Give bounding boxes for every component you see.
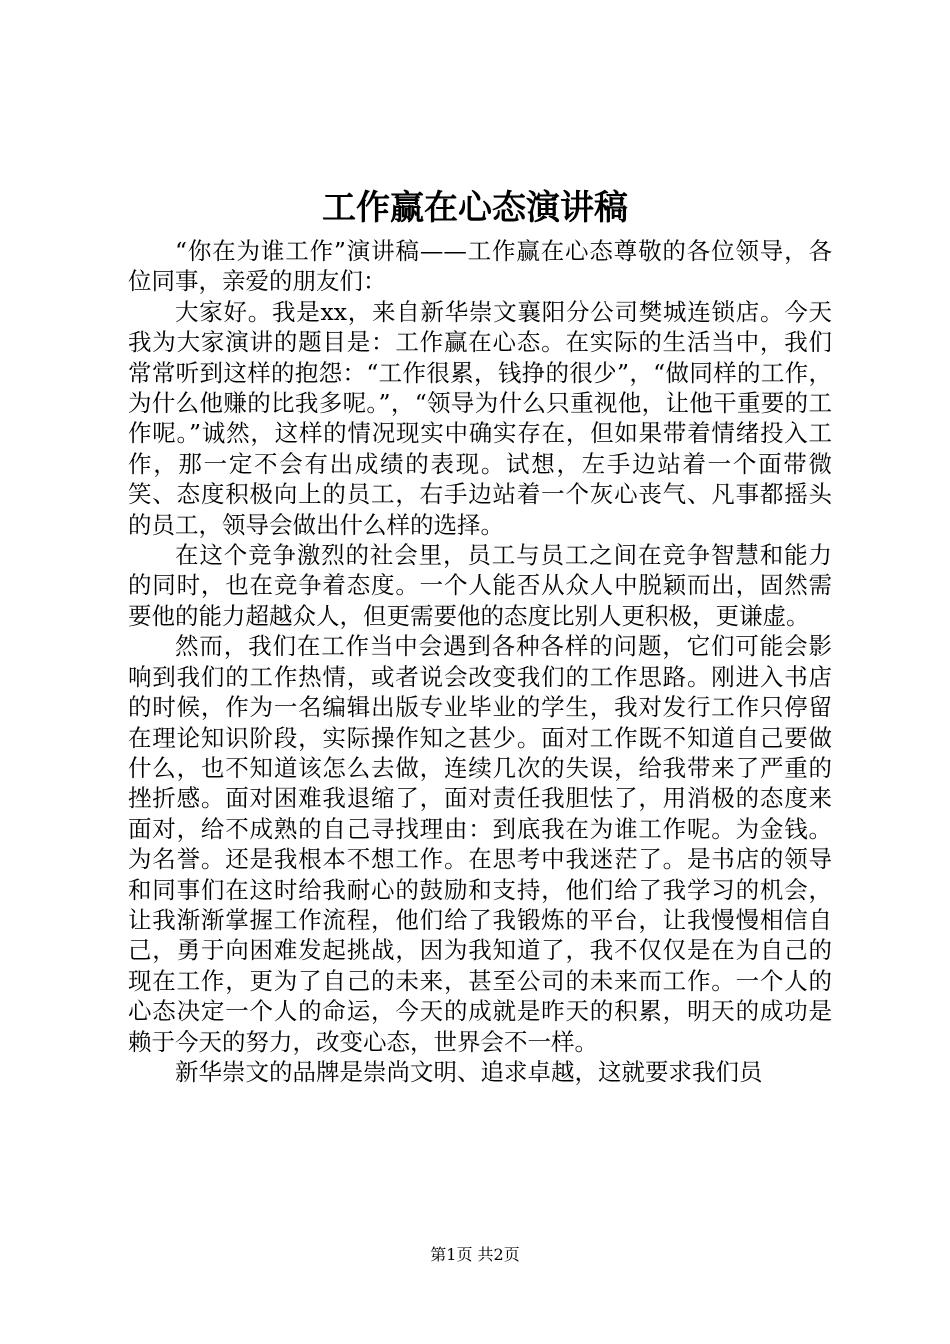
paragraph-greeting: “你在为谁工作”演讲稿——工作赢在心态尊敬的各位领导，各位同事，亲爱的朋友们：: [128, 237, 832, 296]
document-body: [128, 236, 832, 1087]
paragraph-introduction: 大家好。我是xx，来自新华崇文襄阳分公司樊城连锁店。今天我为大家演讲的题目是：工作赢在心态。在实际的生活当中，我们常常听到这样的抱怨：“工作很累，钱挣的很少”，“做同样的工作，为什么他赚的比我多呢。”，“领导为什么只重视他，让他干重要的工作呢。”诚然，这样的情况现实中确实存在，但如果带着情绪投入工作，那一定不会有出成绩的表现。试想，左手边站着一个面带微笑、态度积极向上的员工，右手边站着一个灰心丧气、凡事都摇头的员工，领导会做出什么样的选择。: [128, 297, 832, 539]
paragraph-experience: 然而，我们在工作当中会遇到各种各样的问题，它们可能会影响到我们的工作热情，或者说会改变我们的工作思路。刚进入书店的时候，作为一名编辑出版专业毕业的学生，我对发行工作只停留在理论知识阶段，实际操作知之甚少。面对工作既不知道自己要做什么，也不知道该怎么去做，连续几次的失误，给我带来了严重的挫折感。面对困难我退缩了，面对责任我胆怯了，用消极的态度来面对，给不成熟的自己寻找理由：到底我在为谁工作呢。为金钱。为名誉。还是我根本不想工作。在思考中我迷茫了。是书店的领导和同事们在这时给我耐心的鼓励和支持，他们给了我学习的机会，让我渐渐掌握工作流程，他们给了我锻炼的平台，让我慢慢相信自己，勇于向困难发起挑战，因为我知道了，我不仅仅是在为自己的现在工作，更为了自己的未来，甚至公司的未来而工作。一个人的心态决定一个人的命运，今天的成就是昨天的积累，明天的成功是赖于今天的努力，改变心态，世界会不一样。: [128, 632, 832, 1056]
page-number-footer: 第1页 共2页: [430, 1245, 520, 1264]
paragraph-competition: 在这个竞争激烈的社会里，员工与员工之间在竞争智慧和能力的同时，也在竞争着态度。一个人能否从众人中脱颖而出，固然需要他的能力超越众人，但更需要他的态度比别人更积极，更谦虚。: [128, 541, 832, 630]
document-title: 工作赢在心态演讲稿: [322, 188, 628, 228]
paragraph-brand: 新华崇文的品牌是崇尚文明、追求卓越，这就要求我们员: [175, 1057, 763, 1086]
